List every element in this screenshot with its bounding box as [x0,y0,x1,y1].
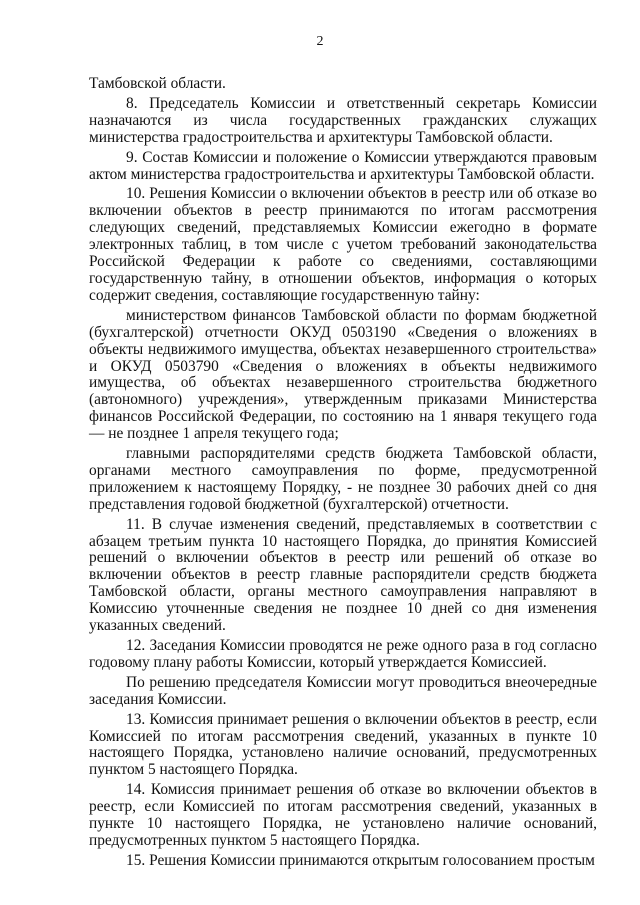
page-number: 2 [316,34,324,49]
paragraph-item-15: 15. Решения Комиссии принимаются открытым голосованием простым [126,851,595,869]
paragraph-item-10-finance-ministry: министерством финансов Тамбовской области по формам бюджетной (бухгалтерской) отчетности ОКУД 0503190 «Сведения о вложениях в объекты недвижимого имущества, объектах незавершенного строительства» и ОКУД 0503790 «Сведения о вложениях в объекты недвижимого имущества, об объектах незавершенного строительства бюджетного (автономного) учреждения», утвержденным приказами Министерства финансов Российской Федерации, по состоянию на 1 января текущего года — не позднее 1 апреля текущего года; [89,306,597,443]
paragraph-item-11: 11. В случае изменения сведений, представляемых в соответствии с абзацем третьим пункта 10 настоящего Порядка, до принятия Комиссией решений о включении объектов в реестр или решений об отказе во включении объектов в реестр главные распорядители средств бюджета Тамбовской области, органы местного самоуправления направляют в Комиссию уточненные сведения не позднее 10 дней со дня изменения указанных сведений. [89,515,597,635]
paragraph-item-10-budget-holders: главными распорядителями средств бюджета Тамбовской области, органами местного самоуправления по форме, предусмотренной приложением к настоящему Порядку, - не позднее 30 рабочих дней со дня представления годовой бюджетной (бухгалтерской) отчетности. [89,445,597,513]
paragraph-item-12-extraordinary: По решению председателя Комиссии могут проводиться внеочередные заседания Комиссии. [89,673,597,708]
paragraph-item-12: 12. Заседания Комиссии проводятся не реже одного раза в год согласно годовому плану работы Комиссии, который утверждается Комиссией. [89,637,597,671]
paragraph-continuation: Тамбовской области. [89,75,226,92]
paragraph-item-14: 14. Комиссия принимает решения об отказе во включении объектов в реестр, если Комиссией по итогам рассмотрения сведений, указанных в пункте 10 настоящего Порядка, не установлено наличие оснований, предусмотренных пунктом 5 настоящего Порядка. [89,781,597,849]
paragraph-item-9: 9. Состав Комиссии и положение о Комиссии утверждаются правовым актом министерства градостроительства и архитектуры Тамбовской области. [89,148,597,183]
document-body [89,76,597,873]
paragraph-item-10: 10. Решения Комиссии о включении объектов в реестр или об отказе во включении объектов в реестр принимаются по итогам рассмотрения следующих сведений, представляемых Комиссии ежегодно в формате электронных таблиц, в том числе с учетом требований законодательства Российской Федерации к работе со сведениями, составляющими государственную тайну, в отношении объектов, информация о которых содержит сведения, составляющие государственную тайну: [89,185,597,304]
paragraph-item-8: 8. Председатель Комиссии и ответственный секретарь Комиссии назначаются из числа государственных гражданских служащих министерства градостроительства и архитектуры Тамбовской области. [89,94,597,146]
paragraph-item-13: 13. Комиссия принимает решения о включении объектов в реестр, если Комиссией по итогам рассмотрения сведений, указанных в пункте 10 настоящего Порядка, установлено наличие оснований, предусмотренных пунктом 5 настоящего Порядка. [89,710,597,779]
